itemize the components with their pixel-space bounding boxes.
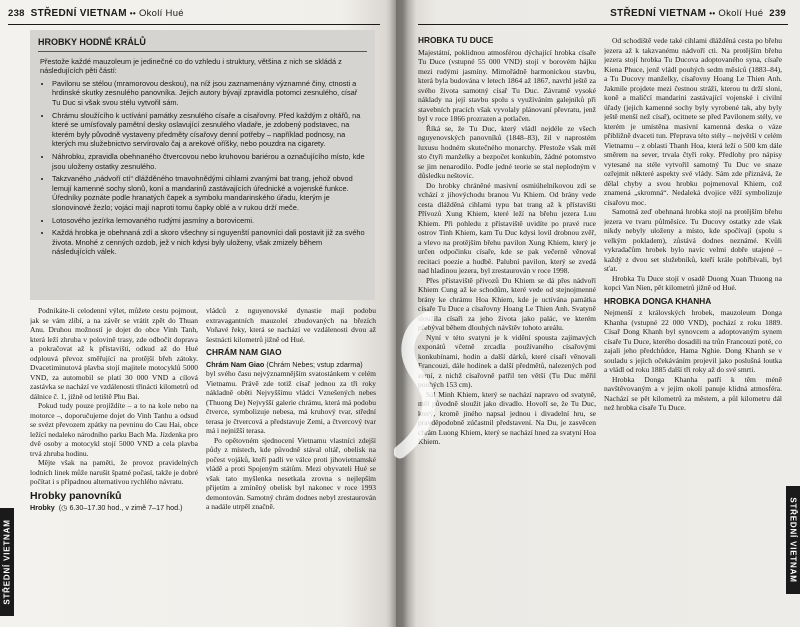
right-side-band-label: STŘEDNÍ VIETNAM xyxy=(788,497,798,583)
paragraph: Pokud tudy pouze projíždíte – a to na kole nebo na motorce –, doporučujeme dojet do Vinh Tanhu a odsud se svézt převozem zpátky na pevninu do Cau Hai, obce ležící nedaleko národního parku Bach Ma. Jízdenka pro dvě osoby a motocykl stojí 5000 VND a cela plavba trvá zhruba hodinu. xyxy=(30,401,198,458)
right-page-number: 239 xyxy=(769,8,786,19)
right-side-band xyxy=(786,486,800,594)
paragraph: vládců z nguyenovské dynastie mají podobu extravagantních mauzoleí zbudovaných na březích Voňavé řeky, která se nachází ve vzdálenosti dvou až šestnácti kilometrů jižně od Hué. xyxy=(206,306,376,344)
paragraph: Do hrobky chráněné masivní osmiúhelníkovou zdí se vchází z jihovýchodu branou Vu Khiem. Od brány vede cesta dlážděná cihlami typu bat trang až k přístavišti Přívozů Xung Khiem, které leží na břehu jezera Luu Khiem. Při pohledu z přístaviště uvidíte po pravé ruce ostrov Tinh Khiem, kam Tu Duc kdysi lovil drobnou zvěř, a vlevo na protějším břehu pavilon Xung Khiem, který je určen odpočinku císaře, kde se pak večerně věnoval recitaci poezie a hudbě. Palubní pavilon, který se zvedá nad hladinou jezera, byl zrestaurován v roce 1998. xyxy=(418,180,596,275)
left-running-title: STŘEDNÍ VIETNAM xyxy=(30,8,127,19)
sidebar-box-item: • Každá hrobka je obehnaná zdí a skoro všechny si nguyenští panovníci dali postavit již za svého života. Mnohé z cenných ozdob, jež v nich kdysi byly uloženy, však zmizely během následujících válek. xyxy=(52,228,365,257)
paragraph: Od schodiště vede také cihlami dlážděná cesta po břehu jezera až k takzvanému nádvoří cti. Na protějším břehu jezera stojí hrobka Tu Ducova adoptovaného syna, císaře Kiena Phuce, jenž vládl pouhých sedm měsíců (1883–84), a Tu Ducovy manželky, císařovny Hoang Le Thien Anh. Jakmile projdete mezi čestnou stráží, kterou tu drží sloni, koně a malíčcí mandarini zastávající vojenské i civilní úřady (jejich kamenné sochy byly vyrobené tak, aby byly ještě menší než císař), ocitnete se před Pavilonem stély, ve kterém je umístěna masivní kamenná deska o váze přibližně dvaceti tun. Přeprava této stély – největší v celém Vietnamu – z oblasti Thanh Hoa, která leží o 500 km dále směrem na sever, trvala čtyři roky. Předlohy pro nápisy vytesané na stéle vytvořil samotný Tu Duc ve snaze ozřejmit některé aspekty své vlády. Sám zde přiznává, že dělal chyby a svou hrobku pojmenoval Khiem, což znamená „skromná“. Nedaleká dvojice věží symbolizuje císařovu moc. xyxy=(604,36,782,207)
sidebar-box-title: HROBKY HODNÉ KRÁLŮ xyxy=(38,38,367,52)
clock-icon: (◷ xyxy=(56,503,70,512)
subheading: HROBKA TU DUCE xyxy=(418,36,494,45)
paragraph: Majestátní, poklidnou atmosférou dýchající hrobka císaře Tu Duce (vstupné 55 000 VND) stojí v borovém hájku mezi rudými jasmíny. Mimořádně harmonickou stavbu, která byla budována v letech 1864 až 1867, navrhl ještě za svého života samotný císař Tu Duc. Závratně vysoké náklady na její stavbu spolu s využíváním galejníků při stavebních pracích však vyvolaly plánovaní převratu, jenž byl v roce 1866 prozrazen a potlačen. xyxy=(418,47,596,123)
paragraph: Hrobka Tu Duce stojí v osadě Duong Xuan Thuong na kopci Van Nien, pět kilometrů jižně od Hué. xyxy=(604,273,782,292)
left-running-head xyxy=(8,8,184,19)
left-running-subtitle: Okolí Hué xyxy=(138,8,184,19)
sidebar-box-item: • Pavilonu se stélou (mramorovou deskou), na níž jsou zaznamenány významné činy, ctnosti a hrdinské skutky zesnulého panovníka. Jejich autory bývají zpravidla potomci zesnulého, císař Tu Duc si však svou stélu vytvořil sám. xyxy=(52,79,365,108)
section-info-text: 6.30–17.30 hod., v zimě 7–17 hod.) xyxy=(69,503,183,512)
paragraph: Podnikáte-li celodenní výlet, můžete cestu pojmout, jak se vám zlíbí, a na závěr se vrátit zpět do Thuan Anu. Druhou možností je dojet do obce Vinh Tanh, která leží zhruba v polovině trasy, zde odbočit doprava a pokračovat až k přístavišti, odkud až do Hué odplouvá převoz směřující na protější břeh zátoky. Dvacetiminutová plavba stojí majitele motocyklů 5000 VND, za automobil se platí 30 000 VND a cílová zastávka se nachází ve vzdálenosti třinácti kilometrů od dálnice č. 1, jižně od letiště Phu Bai. xyxy=(30,306,198,401)
paragraph: Nejmenší z královských hrobek, mauzoleum Donga Khanha (vstupné 22 000 VND), pochází z roku 1889. Císař Dong Khanh byl synovcem a adoptovaným synem císaře Tu Duce, kterého dosadili na trůn Francouzi poté, co zajali jeho předchůdce, Hama Nghie. Dong Khanh se v souladu s jejich očekáváním projevil jako poslušná loutka a vládl od roku 1885 další tři roky až do své smrti. xyxy=(604,308,782,374)
left-side-band xyxy=(0,508,14,616)
sidebar-box-list xyxy=(30,79,375,257)
paragraph: Říká se, že Tu Duc, který vládl nejdéle ze všech nguyenovských panovníků (1848–83), žil v naprostém luxusu hodném skutečného monarchy. Přestože však měl sto čtyři manželky a bezpočet konkubín, žádné potomstvo se jim nenarodilo. Podle jedné teorie se stal neplodným v důsledku neštovic. xyxy=(418,123,596,180)
right-header-rule xyxy=(418,24,788,25)
left-side-band-label: STŘEDNÍ VIETNAM xyxy=(2,519,12,605)
book-gutter-shadow xyxy=(386,0,416,627)
paragraph: Hrobka Donga Khanha patří k těm méně navštěvovaným a v jejím okolí panuje klidná atmosféra. Nachází se pět kilometrů za městem, a půl kilometru dál než hrobka císaře Tu Duce. xyxy=(604,374,782,412)
left-header-rule xyxy=(8,24,380,25)
subheading: HROBKA DONGA KHANHA xyxy=(604,295,712,306)
section-info xyxy=(30,503,198,513)
right-running-separator: •• xyxy=(709,9,716,18)
sidebar-box xyxy=(30,30,375,300)
sidebar-box-item: • Lotosového jezírka lemovaného rudými jasmíny a borovicemi. xyxy=(52,216,365,226)
right-column-2 xyxy=(604,36,782,620)
paragraph: Po opětovném sjednocení Vietnamu vlastníci zdejší půdy z místech, kde původně stával oltář, obelisk na počest vojáků, kteří padli ve válce proti jihovietnamské vládě a proti Spojeným státům. Mezi obyvateli Hué se však tato myšlenka nesetkala zrovna s nejlepším přijetím a zmíněný obelisk byl nakonec v roce 1993 demontován. Samotný chrám dodnes nebyl zrestaurován a nadále utrpěl značně. xyxy=(206,435,376,511)
info-label: Chrám Nam Giao xyxy=(206,359,265,369)
paragraph: Samotná zeď obehnaná hrobka stojí na protějším břehu jezera ve tvaru půlměsíce. Tu Ducovy ostatky zde však nikdy nebyly uloženy a místo, kde spočívají (spolu s velkým pokladem), zůstává dodnes neznámé. Kvůli vykradačům hrobek bylo navíc velmi dobře utajené – každý z dvou set služebníků, kteří krále pohřbívali, byl sťat. xyxy=(604,207,782,273)
right-running-title: STŘEDNÍ VIETNAM xyxy=(610,8,707,19)
paragraph: Nyní v této svatyni je k vidění spousta zajímavých exponátů včetně zrcadla používaného císařovými konkubínami, hodin a další dárků, které císaři věnovali Francouzi, dále hodinek a další předmětů, nalezených pod zemí, z nichž císařovně patřil ten větší (Tu Duc měřil pouhých 153 cm). xyxy=(418,332,596,389)
section-info-label: Hrobky xyxy=(30,503,55,512)
sidebar-box-item: • Náhrobku, zpravidla obehnaného čtvercovou nebo kruhovou bariérou a označujícího místo, kde jsou uloženy ostatky zesnulého. xyxy=(52,152,365,171)
section-heading: Hrobky panovníků xyxy=(30,489,122,502)
paragraph: byl svého času nejvýznamnějším svatostánkem v celém Vietnamu. Právě zde totiž císař jednou za tři roky nákladně oběti Nejvyššímu vládci Vznešených nebes (Thuong De) Nejvyšší galerie chrámu, která má podobu čtverce, symbolizuje nebesa, má kruhový tvar, střední terasa je čtvercová a představuje Zemi, a čtvercový tvar má i nejnižší terasa. xyxy=(206,369,376,435)
right-running-subtitle: Okolí Hué xyxy=(718,8,764,19)
right-running-head xyxy=(610,8,786,19)
left-page-number: 238 xyxy=(8,8,25,19)
left-running-separator: •• xyxy=(129,9,136,18)
paragraph: Sál Minh Khiem, který se nachází napravo od svatyně, měl původně sloužit jako divadlo. Hovoří se, že Tu Duc, který, kromě jiného napsal jednou i divadelní hru, se pravděpodobně zúčastnil představení. Na Du, je zasvěcen chrám Luong Khiem, který se nachází hned za svatyní Hoa Khiem. xyxy=(418,389,596,446)
left-column-2 xyxy=(206,306,376,621)
sidebar-box-intro: Přestože každé mauzoleum je jedinečné co do vzhledu i struktury, většina z nich se skládá z následujících pěti částí: xyxy=(40,56,342,76)
subheading: CHRÁM NAM GIAO xyxy=(206,347,282,357)
paragraph: Přes přístaviště přivozů Du Khiem se dá přes nádvoří Khiem Cung až ke schodům, které vede od stejnojmenné brány ke chrámu Hoa Khiem, kde je uctívána památka císaře Tu Duce a císařovny Hoang Le Thien Anh. Svatyně sloužila císaři za jeho života jako palác, ve kterém přebýval během dlouhých návštěv tohoto areálu. xyxy=(418,275,596,332)
subheading-info xyxy=(206,360,376,370)
right-page xyxy=(396,0,800,627)
right-column-1 xyxy=(418,36,596,620)
left-column-1 xyxy=(30,306,198,621)
paragraph: Mějte však na paměti, že provoz pravidelných lodních linek může narušit špatné počasí, takže je dobré počítat i s případnou alternativou rychlého návratu. xyxy=(30,458,198,486)
sidebar-box-item: • Chrámu sloužícího k uctívání památky zesnulého císaře a císařovny. Před každým z oltářů, na které se umísťovaly pamětní desky oslavující zesnulého vladaře, je zdobený podstavec, na kterém byly původně vystaveny předměty císařovy denní potřeby – například podnosy, na kterých mu služebnictvo servírovalo čaj a arekové oříšky, nebo pouzdra na cigarety. xyxy=(52,111,365,149)
sidebar-box-item: • Takzvaného „nádvoří ctí“ dlážděného tmavohnědými cihlami zvanými bat trang, jehož obvod lemují kamenné sochy slonů, koní a mandarinů zastávajících úřednické a vojenské funkce. Úředníky poznáte podle hranatých čapek a symbolu mandarinského úřadu, kterým je slonovinové žezlo; vojáci mají naproti tomu čapky oblé a v rukou drží meče. xyxy=(52,174,365,212)
info-text: (Chrám Nebes; vstup zdarma) xyxy=(266,359,363,369)
